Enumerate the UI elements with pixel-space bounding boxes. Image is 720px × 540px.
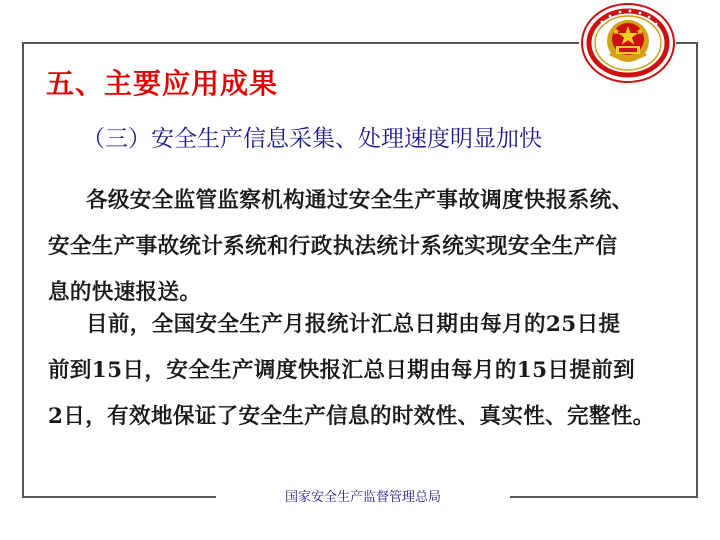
state-emblem-icon	[580, 2, 676, 84]
frame-right-line	[696, 42, 698, 497]
slide-heading: 五、主要应用成果	[46, 67, 279, 100]
paragraph-2	[48, 302, 688, 440]
frame-bottom-right-line	[510, 496, 698, 498]
footer-organization: 国家安全生产监督管理总局	[284, 490, 441, 505]
paragraph-1	[48, 178, 688, 316]
paragraph-line: 前到15日，安全生产调度快报汇总日期由每月的15日提前到	[48, 358, 636, 383]
slide-subheading: （三）安全生产信息采集、处理速度明显加快	[82, 126, 542, 152]
frame-top-right-line	[676, 42, 696, 44]
frame-bottom-left-line	[22, 496, 216, 498]
paragraph-line: 2日，有效地保证了安全生产信息的时效性、真实性、完整性。	[48, 404, 655, 429]
paragraph-line: 息的快速报送。	[48, 280, 202, 305]
paragraph-line: 安全生产事故统计系统和行政执法统计系统实现安全生产信	[48, 234, 618, 259]
frame-left-line	[22, 42, 24, 497]
paragraph-line: 目前，全国安全生产月报统计汇总日期由每月的25日提	[86, 312, 621, 337]
frame-top-left-line	[22, 42, 579, 44]
paragraph-line: 各级安全监管监察机构通过安全生产事故调度快报系统、	[86, 188, 634, 213]
